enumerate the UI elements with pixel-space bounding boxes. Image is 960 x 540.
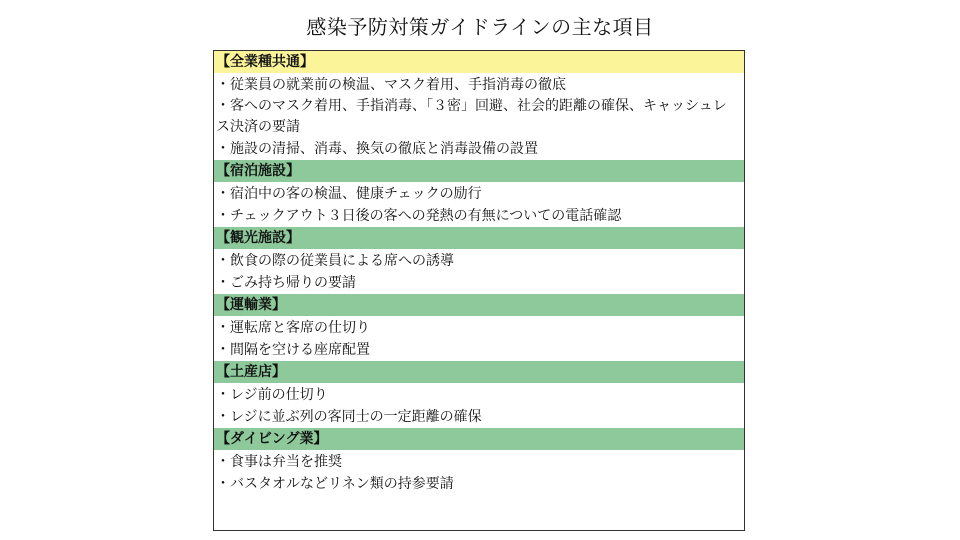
- list-item: ・飲食の際の従業員による席への誘導: [216, 253, 454, 269]
- list-item: ・従業員の就業前の検温、マスク着用、手指消毒の徹底: [216, 77, 566, 93]
- list-item: ・間隔を空ける座席配置: [216, 342, 370, 358]
- list-item: ・客へのマスク着用、手指消毒、「３密」回避、社会的距離の確保、キャッシュレス決済の要請: [216, 98, 727, 135]
- section-header-common: 【全業種共通】: [214, 51, 744, 74]
- section-common: [214, 51, 744, 160]
- section-header-tourism: 【観光施設】: [214, 227, 744, 250]
- section-diving: [214, 428, 744, 495]
- list-item: ・レジに並ぶ列の客同士の一定距離の確保: [216, 409, 482, 425]
- list-item: ・チェックアウト３日後の客への発熱の有無についての電話確認: [216, 208, 622, 224]
- section-header-transport: 【運輸業】: [214, 294, 744, 317]
- list-item: ・レジ前の仕切り: [216, 387, 328, 403]
- list-item: ・食事は弁当を推奨: [216, 454, 342, 470]
- page-title: 感染予防対策ガイドラインの主な項目: [306, 15, 654, 39]
- section-tourism: [214, 227, 744, 294]
- section-souvenir: [214, 361, 744, 428]
- list-item: ・バスタオルなどリネン類の持参要請: [216, 476, 454, 492]
- section-header-lodging: 【宿泊施設】: [214, 160, 744, 183]
- list-item: ・運転席と客席の仕切り: [216, 320, 370, 336]
- section-transport: [214, 294, 744, 361]
- section-header-souvenir: 【土産店】: [214, 361, 744, 384]
- section-header-diving: 【ダイビング業】: [214, 428, 744, 451]
- guideline-table: [213, 50, 745, 531]
- list-item: ・施設の清掃、消毒、換気の徹底と消毒設備の設置: [216, 141, 538, 157]
- section-lodging: [214, 160, 744, 227]
- list-item: ・ごみ持ち帰りの要請: [216, 275, 356, 291]
- list-item: ・宿泊中の客の検温、健康チェックの励行: [216, 186, 482, 202]
